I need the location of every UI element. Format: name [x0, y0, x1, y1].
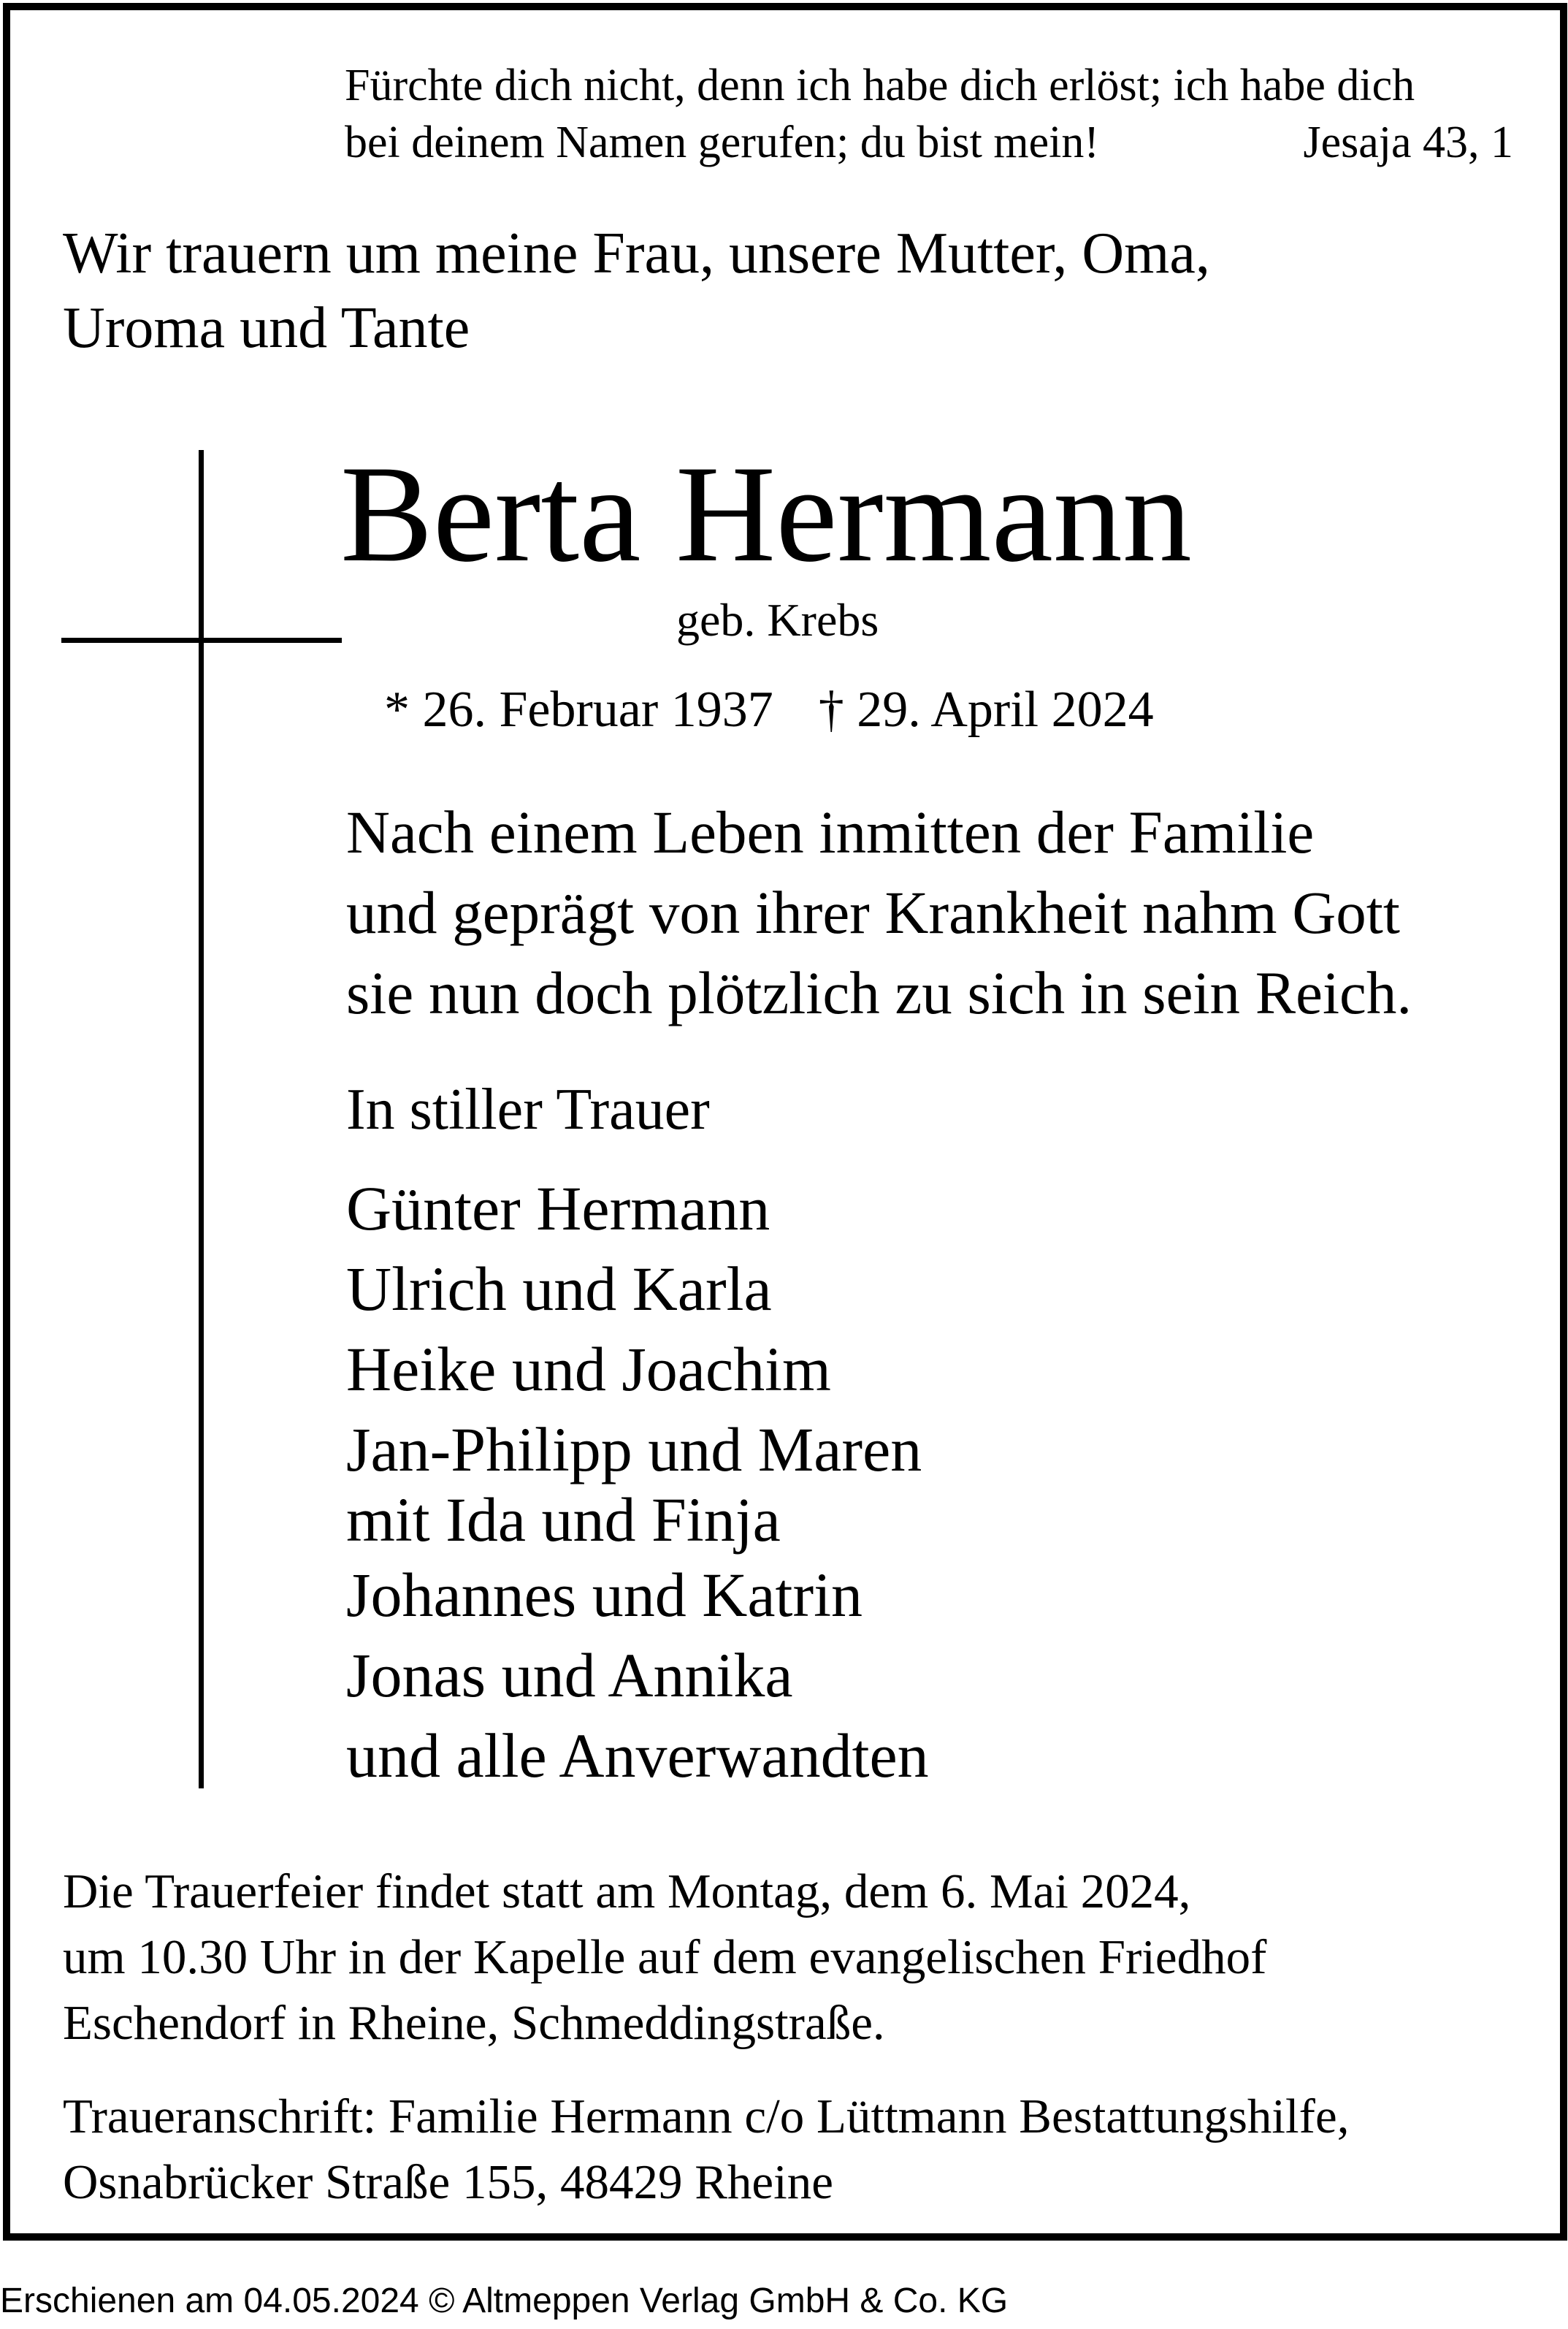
quote-line-1: Nach einem Leben inmitten der Familie: [346, 798, 1315, 866]
mourning-heading: In stiller Trauer: [346, 1078, 710, 1142]
birth-name: geb. Krebs: [676, 594, 879, 646]
mourner: mit Ida und Finja: [346, 1484, 781, 1555]
mourners-list: [346, 1168, 929, 1796]
intro-line-1: Wir trauern um meine Frau, unsere Mutter, Oma,: [63, 221, 1210, 286]
quote-line-3: sie nun doch plötzlich zu sich in sein Reich.: [346, 959, 1412, 1026]
publication-footer: Erschienen am 04.05.2024 © Altmeppen Verlag GmbH & Co. KG: [0, 2282, 1009, 2320]
mourner: Jonas und Annika: [346, 1640, 793, 1710]
obituary-frame: [3, 3, 1567, 2241]
cross-vertical-bar: [199, 450, 204, 1788]
ceremony-line-2: um 10.30 Uhr in der Kapelle auf dem evangelischen Friedhof: [63, 1930, 1267, 1984]
death-date: † 29. April 2024: [818, 682, 1154, 738]
address-line-1: Traueranschrift: Familie Hermann c/o Lüttmann Bestattungshilfe,: [63, 2089, 1350, 2143]
ceremony-info: [63, 1859, 1509, 2056]
quote-line-2: und geprägt von ihrer Krankheit nahm Gott: [346, 879, 1400, 946]
ceremony-line-3: Eschendorf in Rheine, Schmeddingstraße.: [63, 1996, 885, 2050]
mourner: Ulrich und Karla: [346, 1254, 772, 1324]
mourner: Günter Hermann: [346, 1173, 770, 1243]
bible-verse: [345, 57, 1513, 171]
bible-verse-line-2: bei deinem Namen gerufen; du bist mein!: [345, 118, 1100, 167]
mourner: und alle Anverwandten: [346, 1720, 929, 1791]
mourner: Heike und Joachim: [346, 1334, 831, 1404]
address-line-2: Osnabrücker Straße 155, 48429 Rheine: [63, 2155, 833, 2209]
mourner: Johannes und Katrin: [346, 1560, 863, 1630]
mourning-address: [63, 2084, 1509, 2215]
cross-horizontal-bar: [61, 638, 342, 643]
bible-verse-reference: Jesaja 43, 1: [1303, 118, 1513, 167]
intro-text: [63, 216, 1487, 365]
deceased-name: Berta Hermann: [340, 438, 1192, 591]
intro-line-2: Uroma und Tante: [63, 296, 470, 360]
ceremony-line-1: Die Trauerfeier findet statt am Montag, dem 6. Mai 2024,: [63, 1864, 1191, 1918]
life-dates: [384, 677, 1154, 743]
memorial-quote: [346, 792, 1544, 1033]
birth-date: * 26. Februar 1937: [384, 682, 773, 738]
mourner: Jan-Philipp und Maren: [346, 1414, 922, 1484]
bible-verse-line-1: Fürchte dich nicht, denn ich habe dich erlöst; ich habe dich: [345, 61, 1415, 110]
